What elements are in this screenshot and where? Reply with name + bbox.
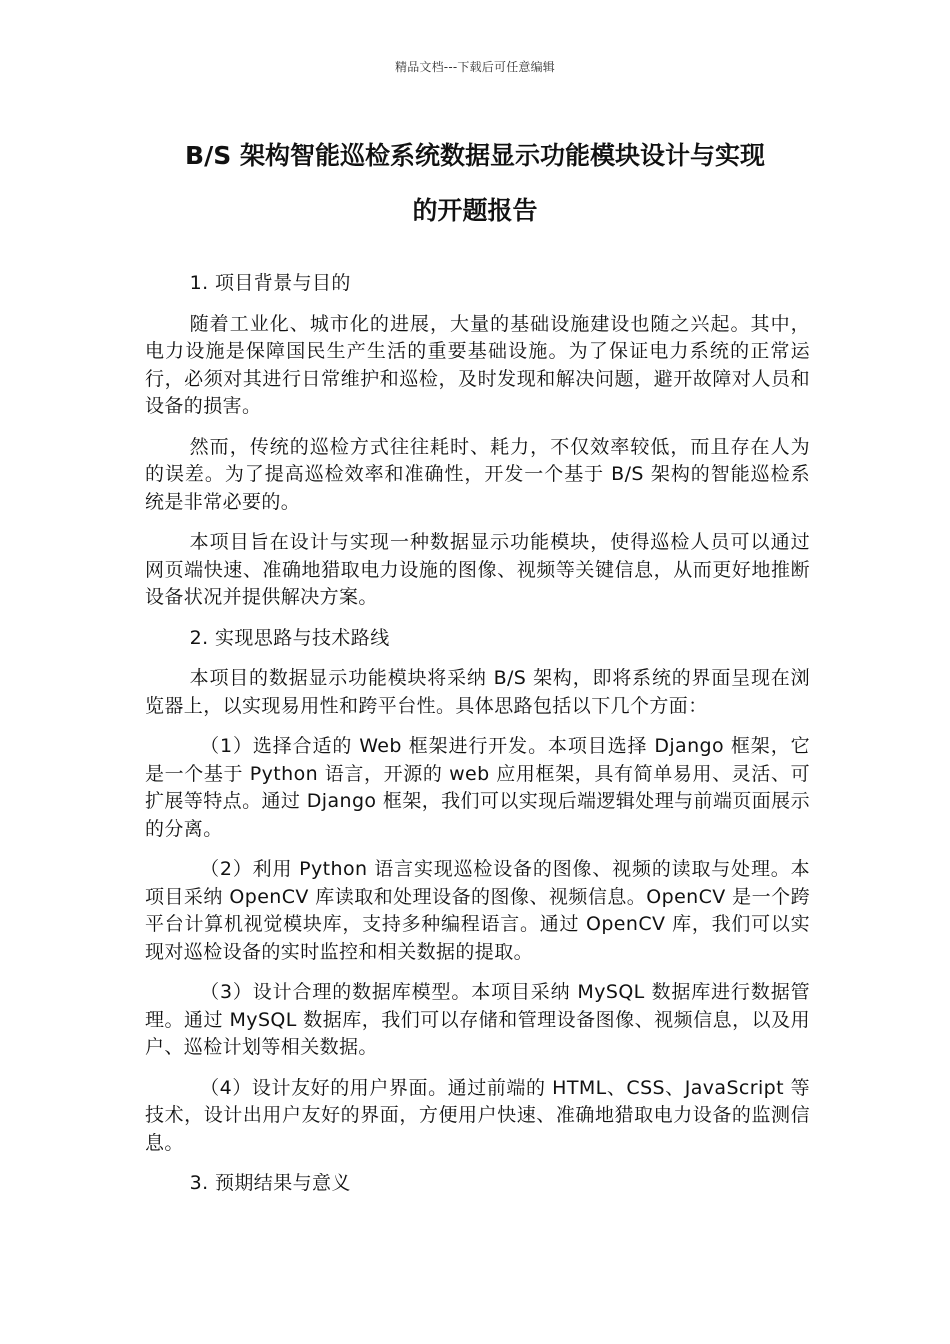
list-item: （1）选择合适的 Web 框架进行开发。本项目选择 Django 框架，它是一个基于 Python 语言，开源的 web 应用框架，具有简单易用、灵活、可扩展等特点。通过 Django 框架，我们可以实现后端逻辑处理与前端页面展示的分离。 [145,735,810,840]
title-line-2: 的开题报告 [412,196,538,225]
list-item: （4）设计友好的用户界面。通过前端的 HTML、CSS、JavaScript 等技术，设计出用户友好的界面，方便用户快速、准确地猎取电力设备的监测信息。 [145,1076,810,1154]
page-header: 精品文档---下载后可任意编辑 [395,60,555,74]
paragraph: 本项目旨在设计与实现一种数据显示功能模块，使得巡检人员可以通过网页端快速、准确地猎取电力设施的图像、视频等关键信息，从而更好地推断设备状况并提供解决方案。 [145,531,810,608]
section-heading-1: 1. 项目背景与目的 [189,272,351,294]
paragraph: 本项目的数据显示功能模块将采纳 B/S 架构，即将系统的界面呈现在浏览器上，以实现易用性和跨平台性。具体思路包括以下几个方面： [145,667,810,717]
list-item: （2）利用 Python 语言实现巡检设备的图像、视频的读取与处理。本项目采纳 OpenCV 库读取和处理设备的图像、视频信息。OpenCV 是一个跨平台计算机视觉模块库，支持多种编程语言。通过 OpenCV 库，我们可以实现对巡检设备的实时监控和相关数据的提取。 [145,858,810,963]
document-title [120,128,830,238]
section-heading-3: 3. 预期结果与意义 [189,1172,351,1194]
document-body [145,270,810,1211]
paragraph: 随着工业化、城市化的进展，大量的基础设施建设也随之兴起。其中，电力设施是保障国民生产生活的重要基础设施。为了保证电力系统的正常运行，必须对其进行日常维护和巡检，及时发现和解决问题，避开故障对人员和设备的损害。 [145,312,810,417]
section-heading-2: 2. 实现思路与技术路线 [189,626,390,649]
title-line-1: B/S 架构智能巡检系统数据显示功能模块设计与实现 [185,141,765,170]
paragraph: 然而，传统的巡检方式往往耗时、耗力，不仅效率较低，而且存在人为的误差。为了提高巡检效率和准确性，开发一个基于 B/S 架构的智能巡检系统是非常必要的。 [145,435,810,513]
list-item: （3）设计合理的数据库模型。本项目采纳 MySQL 数据库进行数据管理。通过 MySQL 数据库，我们可以存储和管理设备图像、视频信息，以及用户、巡检计划等相关数据。 [145,981,810,1058]
